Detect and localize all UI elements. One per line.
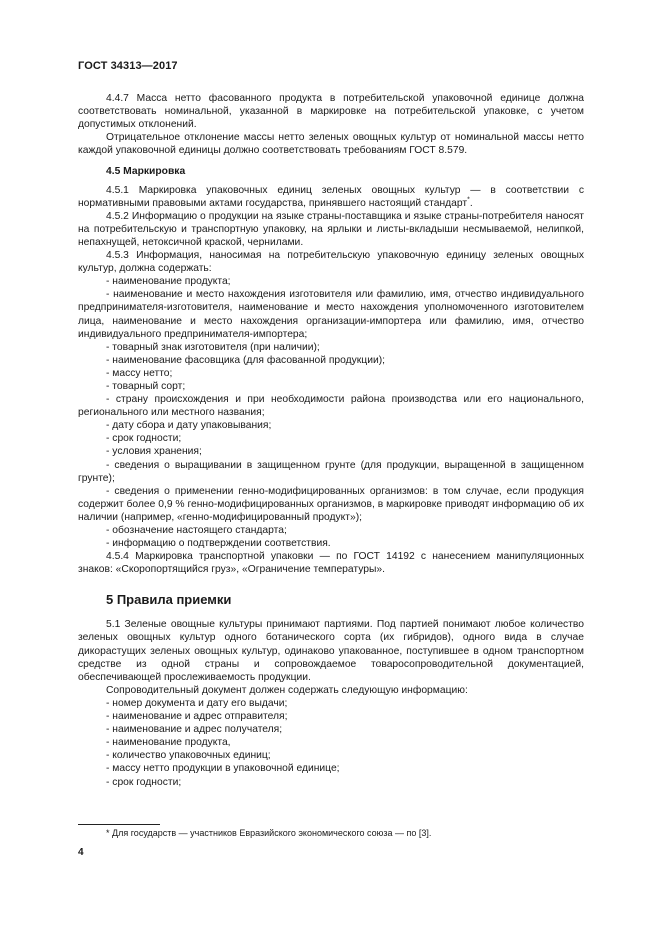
footnote-reference-mark[interactable]: * [467,196,470,204]
list-item: - сведения о применении генно-модифицированных организмов: в том случае, если продукция содержит более 0,9 % генно-модифицированных организмов, в маркировке приводят информацию об их наличии (например, «генно-модифицированный продукт»); [78,485,584,523]
clause-4-5-2-paragraph: 4.5.2 Информацию о продукции на языке страны-поставщика и языке страны-потребителя наносят на потребительскую и транспортную упаковку, на ярлыки и листы-вкладыши несмываемой, нелипкой, непахнущей, нетоксичной краской, чернилами. [78,210,584,248]
footnote-divider [78,824,160,825]
list-item: - дату сбора и дату упаковывания; [106,420,272,432]
clause-4-5-3-list [78,275,584,550]
clause-4-5-1-text: 4.5.1 Маркировка упаковочных единиц зеленых овощных культур — в соответствии с нормативными правовыми актами государства, принявшего настоящий стандарт [78,184,584,209]
list-item: - наименование и адрес получателя; [106,724,283,736]
list-item: - наименование фасовщика (для фасованной продукции); [106,354,386,366]
clause-4-4-7-deviation-paragraph: Отрицательное отклонение массы нетто зеленых овощных культур от номинальной массы нетто каждой упаковочной единицы должно соответствовать требованиям ГОСТ 8.579. [78,132,584,157]
clause-4-5-1-period: . [469,197,473,209]
list-item: - наименование продукта, [106,737,231,749]
list-item: - срок годности; [106,433,182,445]
section-5-heading: 5 Правила приемки [106,592,232,608]
document-id-header: ГОСТ 34313—2017 [78,60,178,72]
list-item: - номер документа и дату его выдачи; [106,697,288,709]
list-item: - страну происхождения и при необходимости района производства или его национального, регионального или местного названия; [78,394,584,419]
page-body [78,92,584,789]
list-item: - количество упаковочных единиц; [106,750,271,762]
clause-4-5-1-paragraph [78,184,584,210]
list-item: - условия хранения; [106,446,202,458]
list-item: - срок годности; [106,776,182,788]
page-number: 4 [78,847,84,858]
accompanying-document-list [78,697,584,789]
clause-4-5-3-paragraph: 4.5.3 Информация, наносимая на потребительскую упаковочную единицу зеленых овощных культур, должна содержать: [78,250,584,275]
footnote-text: * Для государств — участников Евразийского экономического союза — по [3]. [106,828,432,838]
list-item: - наименование продукта; [106,276,231,288]
list-item: - массу нетто продукции в упаковочной единице; [106,763,340,775]
clause-4-5-4-paragraph: 4.5.4 Маркировка транспортной упаковки — по ГОСТ 14192 с нанесением манипуляционных знаков: «Скоропортящийся груз», «Ограничение температуры». [78,551,584,576]
list-item: - сведения о выращивании в защищенном грунте (для продукции, выращенной в защищенном грунте); [78,459,584,484]
clause-4-4-7-paragraph: 4.4.7 Масса нетто фасованного продукта в потребительской упаковочной единице должна соответствовать номинальной, указанной в маркировке на потребительской упаковке, с учетом допустимых отклонений. [78,93,584,131]
list-item: - наименование и адрес отправителя; [106,711,288,723]
section-4-5-heading: 4.5 Маркировка [106,166,186,178]
list-item: - информацию о подтверждении соответствия. [106,538,331,550]
list-item: - товарный знак изготовителя (при наличии); [106,341,320,353]
list-item: - наименование и место нахождения изготовителя или фамилию, имя, отчество индивидуального предпринимателя-изготовителя, наименование и место нахождения уполномоченного изготовителем лица, наименование и место нахождения организации-импортера или фамилию, имя, отчество индивидуального предпринимателя-импортера; [78,289,584,340]
list-item: - товарный сорт; [106,380,186,392]
list-item: - обозначение настоящего стандарта; [106,525,287,536]
clause-5-1-paragraph: 5.1 Зеленые овощные культуры принимают партиями. Под партией понимают любое количество зеленых овощных культур одного ботанического сорта (их гибридов), одного вида в случае дикорастущих зеленых овощных культур, одинаково упакованное, поступившее в одном транспортном средстве из одной страны и сопровождаемое товаросопроводительной документацией, обеспечивающей прослеживаемость продукции. [78,619,584,683]
accompanying-document-paragraph: Сопроводительный документ должен содержать следующую информацию: [106,684,468,696]
list-item: - массу нетто; [106,367,173,379]
